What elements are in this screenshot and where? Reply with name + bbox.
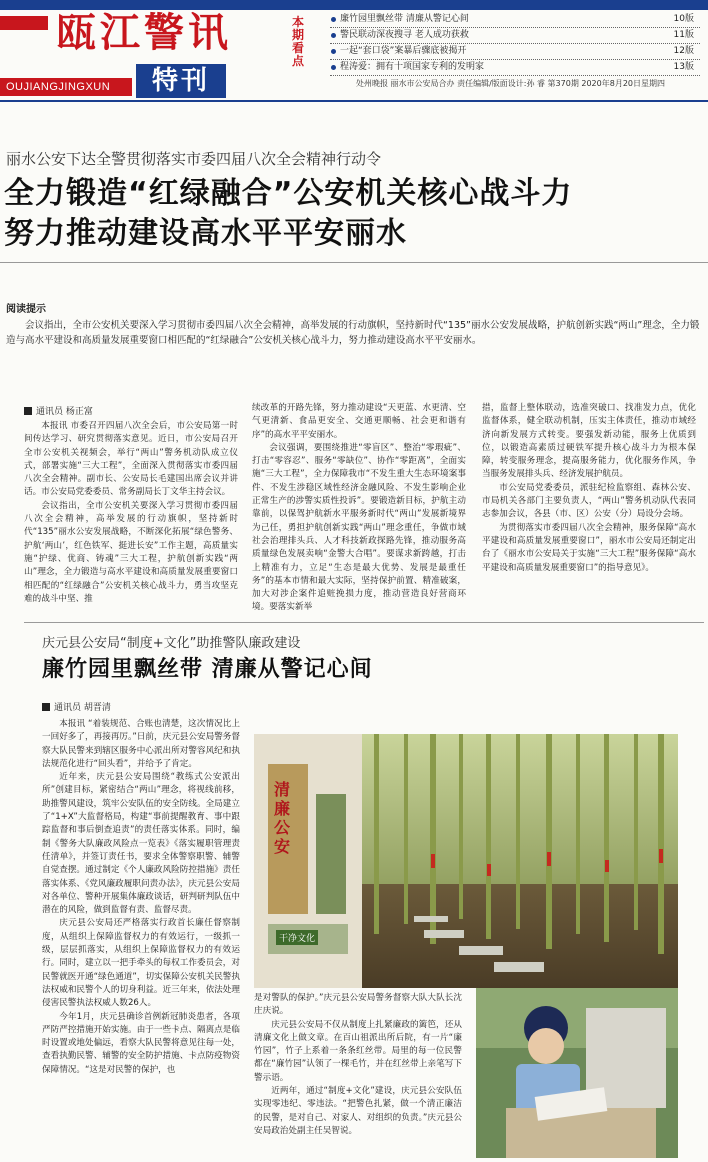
toc-page-number: 10版 (673, 14, 694, 24)
story2-byline: 通讯员 胡晋清 (42, 700, 111, 713)
toc-item[interactable]: 廉竹园里飘丝带 清廉从警记心间 10版 (330, 12, 700, 28)
weekly-highlights-label: 本期看点 (292, 15, 305, 68)
toc-page-number: 12版 (673, 46, 694, 56)
masthead-red-block (0, 16, 48, 30)
story2-column-2: 是对警队的保护。”庆元县公安局警务督察大队大队长沈庄庆说。 庆元县公安局不仅从制度上扎紧廉政的篱笆，还从清廉文化上做文章。在百山祖派出所后院，有一片“廉竹园”，竹子上系着一条条红丝带。局里的每一位民警都在“廉竹园”认领了一棵毛竹，并在红丝带上亲笔写下警示语。 近两年，通过“制度+文化”建设，庆元县公安队伍实现零违纪、零违法。“把警色扎紧，做一个清正廉洁的民警，是对自己、对家人、对组织的负责。”庆元县公安局政治处副主任吴智说。 (254, 993, 462, 1136)
story1-column-3: 措，监督上整体联动，选准突破口、找准发力点，优化监督体系，健全联动机制，压实主体责任，推动市域经济向新发展方式转变。要强发新动能，服务上优质到位，以锻造高素质过硬铁军提升核心战斗力为根本保障，转变服务理念，提高服务能力，优化服务作风，争当服务发展排头兵、经济发展护航员。 市公安局党委委员，派驻纪检监察组、森林公安、市局机关各部门主要负责人，“两山”警务机动队代表同志参加会议，各县（市、区）公安（分）局设分会场。 为贯彻落实市委四届八次全会精神，服务保障“高水平建设和高质量发展重要窗口”，丽水市公安局还制定出台了《丽水市公安局关于实施“三大工程”服务保障“高水平建设和高质量发展重要窗口”的指导意见》。 (482, 403, 696, 573)
toc-item[interactable]: 警民联动深夜搜寻 老人成功获救 11版 (330, 28, 700, 44)
bamboo-grove-photo (254, 734, 678, 988)
toc-page-number: 11版 (673, 30, 694, 40)
story2-title: 廉竹园里飘丝带 清廉从警记心间 (42, 657, 373, 682)
headline-line-2: 努力推动建设高水平平安丽水 (4, 216, 407, 251)
headline-line-1: 全力锻造“红绿融合”公安机关核心战斗力 (4, 176, 573, 211)
story1-column-2: 续改革的开路先锋，努力推动建设“天更蓝、水更清、空气更清新、食品更安全、交通更顺畅、社会更和谐有序”的高水平平安丽水。 会议强调，要围绕推进“零盲区”、整治“零瑕疵”、打击“零容忍”、服务“零缺位”、协作“零距离”，全面实施“三大工程”，全力保障我市“不发生重大生态环境案事件、不发生涉稳区域性经济金融风险、不发生影响企业正常生产的涉警实质性投诉”。要锻造新目标，护航主动靠前，以保驾护航新水平服务新时代“两山”发展新境界为己任，勇担护航创新实践“两山”理念重任，争做市域社会治理排头兵、人才科技新政探路先锋，推动服务高质量绿色发展卖响“金警大合唱”。要谋求新跨越，打击上精准有力，立足“生态是最大优势、发展是最重任务”的基本市情和最大实际，坚持保护前置、精准破案，加大对涉企案件追赃挽损力度，推动营造良好营商环境。要落实新举 (252, 403, 466, 613)
byline-square-icon (24, 407, 32, 415)
masthead-special-label: 特刊 (136, 64, 226, 98)
toc-item[interactable]: 程涛爱：拥有十项国家专利的发明家 13版 (330, 60, 700, 76)
story1-byline: 通讯员 杨正富 (24, 404, 93, 417)
story2-kicker: 庆元县公安局“制度+文化”助推警队廉政建设 (42, 636, 301, 651)
masthead (0, 0, 708, 104)
story1-column-1: 本报讯 市委召开四届八次全会后，市公安局第一时间传达学习、研究贯彻落实意见。近日，市公安局召开全市公安机关视频会，举行“两山”警务机动队成立仪式，部署实施“三大工程”，全面深入贯彻落实市委四届八次全会精神。副市长、公安局长毛建国出席会议并讲话。市公安局党委委员、常务副局长丁文华主持会议。 会议指出，全市公安机关要深入学习贯彻市委四届八次全会精神，高举发展的行动旗帜，坚持新时代“135”丽水公安发展战略，不断深化拓展“绿色警务、护航‘两山’，红色铁军、挺进长安”工作主题，高质量实施“护绿、优商、铸魂”三大工程，护航创新实践“两山”理念，全力锻造与高水平建设和高质量发展重要窗口相匹配的“红绿融合”公安机关核心战斗力，勇当攻坚克难的战斗中坚、推 (24, 421, 238, 604)
photo-sub-sign: 干净文化 (276, 930, 318, 945)
byline-square-icon (42, 703, 50, 711)
lead-kicker: 丽水公安下达全警贯彻落实市委四届八次全会精神行动令 (6, 150, 382, 168)
masthead-pinyin: OUJIANGJINGXUN (0, 78, 132, 96)
lead-headline (4, 174, 572, 254)
divider (0, 262, 708, 263)
photo-sign-text: 清廉公安 (274, 780, 291, 856)
table-of-contents (330, 12, 700, 76)
officer-reading-photo (476, 988, 678, 1158)
section-divider (24, 622, 704, 623)
reading-tip-text: 会议指出，全市公安机关要深入学习贯彻市委四届八次全会精神，高举发展的行动旗帜，坚持新时代“135”丽水公安发展战略，护航创新实践“两山”理念，全力锻造与高水平建设和高质量发展重要窗口相匹配的“红绿融合”公安机关核心战斗力，努力推动建设高水平平安丽水。 (6, 320, 700, 346)
reading-tip-label: 阅读提示 (6, 304, 46, 315)
masthead-title: 瓯江警讯 (56, 9, 232, 56)
issue-info: 处州晚报 丽水市公安局合办 责任编辑/版面设计:孙 睿 第370期 2020年8月20日星期四 (356, 79, 666, 88)
toc-item[interactable]: 一起“套口袋”案暴后骤底被揭开 12版 (330, 44, 700, 60)
masthead-rule (0, 100, 708, 102)
story2-column-1: 本报讯 “着装规范、合账也清楚，这次情况比上一回好多了，再接再厉。”日前，庆元县公安局警务督察大队民警来到辖区服务中心派出所对警容风纪和执法规范化进行“回头看”，并给予了肯定。 近年来，庆元县公安局围绕“教练式公安派出所”创建目标，紧密结合“两山”理念，将视线前移，助推警风建设，筑牢公安队伍的安全防线。全局建立了“1+X”大监督格局，构建“事前提醒教育、事中跟踪监督和事后倒查追责”的责任落实体系。同时，编制《警务大队廉政风险点一览表》《落实履职管理责任清单》，并签订责任书，要求全体警察职警、辅警自觉查摆。通过制定《个人廉政风险防控措施》责任落实体系、《党风廉政履职问责办法》，庆元县公安局对各单位、警种开展集体廉政谈话，研判研判队伍中潜在的风险，做到监督有责、监督尽责。 庆元县公安局还严格落实行政首长廉任督察制度，从组织上保障监督权力的有效运行，一级抓一级，层层抓落实，从组织上保障监督权力的有效运行。同时，建立以一把手牵头的每权工作委员会，对民警就医开通“绿色通道”，切实保障公安机关民警执法权威和民警个人的切身利益。近三年来，依法处理侵害民警执法权威人数26人。 今年1月，庆元县确诊首例新冠肺炎患者，各项严防严控措施开始实施。由于一些卡点、隔离点是临时设置或地处偏远，看察大队民警将意见往每一处，查看执勤民警、辅警的安全防护措施、卡点防疫物资保障情况。“这是对民警的保护，也 (42, 719, 240, 1075)
toc-page-number: 13版 (673, 62, 694, 72)
